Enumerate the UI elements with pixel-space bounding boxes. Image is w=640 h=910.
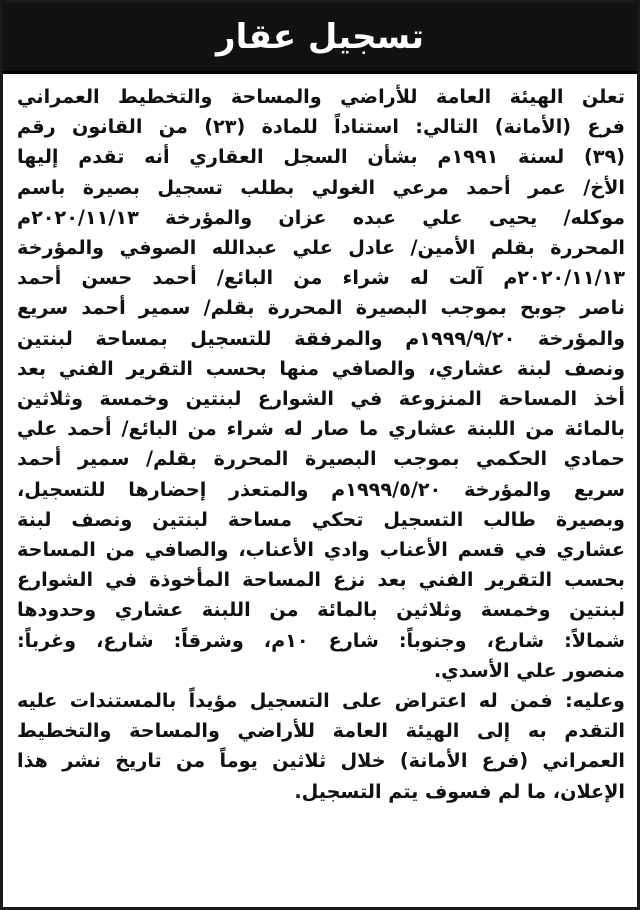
notice-paragraph-1 (17, 82, 625, 686)
text-line: بحسب التقرير الفني بعد نزع المساحة المأخوذة في الشوارع (17, 568, 625, 592)
notice-title: تسجيل عقار (216, 17, 424, 57)
text-line: موكله/ يحيى علي عبده عزان والمؤرخة ٢٠٢٠/١١/١٣م (17, 205, 625, 229)
text-line: الإعلان، ما لم فسوف يتم التسجيل. (294, 779, 625, 803)
text-line: سريع والمؤرخة ١٩٩٩/٥/٢٠م والمتعذر إحضارها للتسجيل، (17, 477, 625, 501)
text-line: عشاري في قسم الأعناب وادي الأعناب، والصافي من المساحة (17, 538, 625, 562)
text-line: ٢٠٢٠/١١/١٣م آلت له شراء من البائع/ أحمد حسن أحمد (17, 266, 625, 290)
text-line: والمؤرخة ١٩٩٩/٩/٢٠م والمرفقة للتسجيل بمساحة لبنتين (17, 326, 625, 350)
notice-header (3, 3, 637, 74)
text-line: التقدم به إلى الهيئة العامة للأراضي والمساحة والتخطيط (17, 719, 625, 743)
text-line: حمادي الحكمي بموجب البصيرة المحررة بقلم/ سمير أحمد (17, 447, 625, 471)
text-line: ناصر جوبح بموجب البصيرة المحررة بقلم/ سمير أحمد سريع (17, 296, 625, 320)
notice-paragraph-2 (17, 686, 625, 807)
text-line: الأخ/ عمر أحمد مرعي الغولي بطلب تسجيل بصيرة باسم (17, 175, 625, 199)
text-line: تعلن الهيئة العامة للأراضي والمساحة والتخطيط العمراني (17, 85, 625, 108)
text-line: العمراني (فرع الأمانة) خلال ثلاثين يوماً من تاريخ نشر هذا (17, 749, 625, 773)
text-line: بالمائة من اللبنة عشاري ما صار له شراء من البائع/ أحمد علي (17, 417, 625, 441)
text-line: منصور علي الأسدي. (433, 658, 625, 682)
text-line: المحررة بقلم الأمين/ عادل علي عبدالله الصوفي والمؤرخة (17, 236, 625, 260)
text-line: فرع (الأمانة) التالي: استناداً للمادة (٢٣) من القانون رقم (17, 115, 625, 139)
text-line: (٣٩) لسنة ١٩٩١م بشأن السجل العقاري أنه تقدم إليها (17, 145, 625, 169)
text-line: شمالاً: شارع، وجنوباً: شارع ١٠م، وشرقاً: شارع، وغرباً: (17, 628, 625, 652)
text-line: أخذ المساحة المنزوعة في الشوارع لبنتين وخمسة وثلاثين (17, 387, 625, 411)
text-line: ونصف لبنة عشاري، والصافي منها بحسب التقرير الفني بعد (17, 356, 625, 380)
text-line: لبنتين وخمسة وثلاثين بالمائة من اللبنة عشاري وحدودها (17, 598, 625, 622)
text-line: وبصيرة طالب التسجيل تحكي مساحة لبنتين ونصف لبنة (17, 507, 625, 531)
text-line: وعليه: فمن له اعتراض على التسجيل مؤيداً بالمستندات عليه (17, 689, 625, 713)
notice-body (3, 74, 637, 807)
